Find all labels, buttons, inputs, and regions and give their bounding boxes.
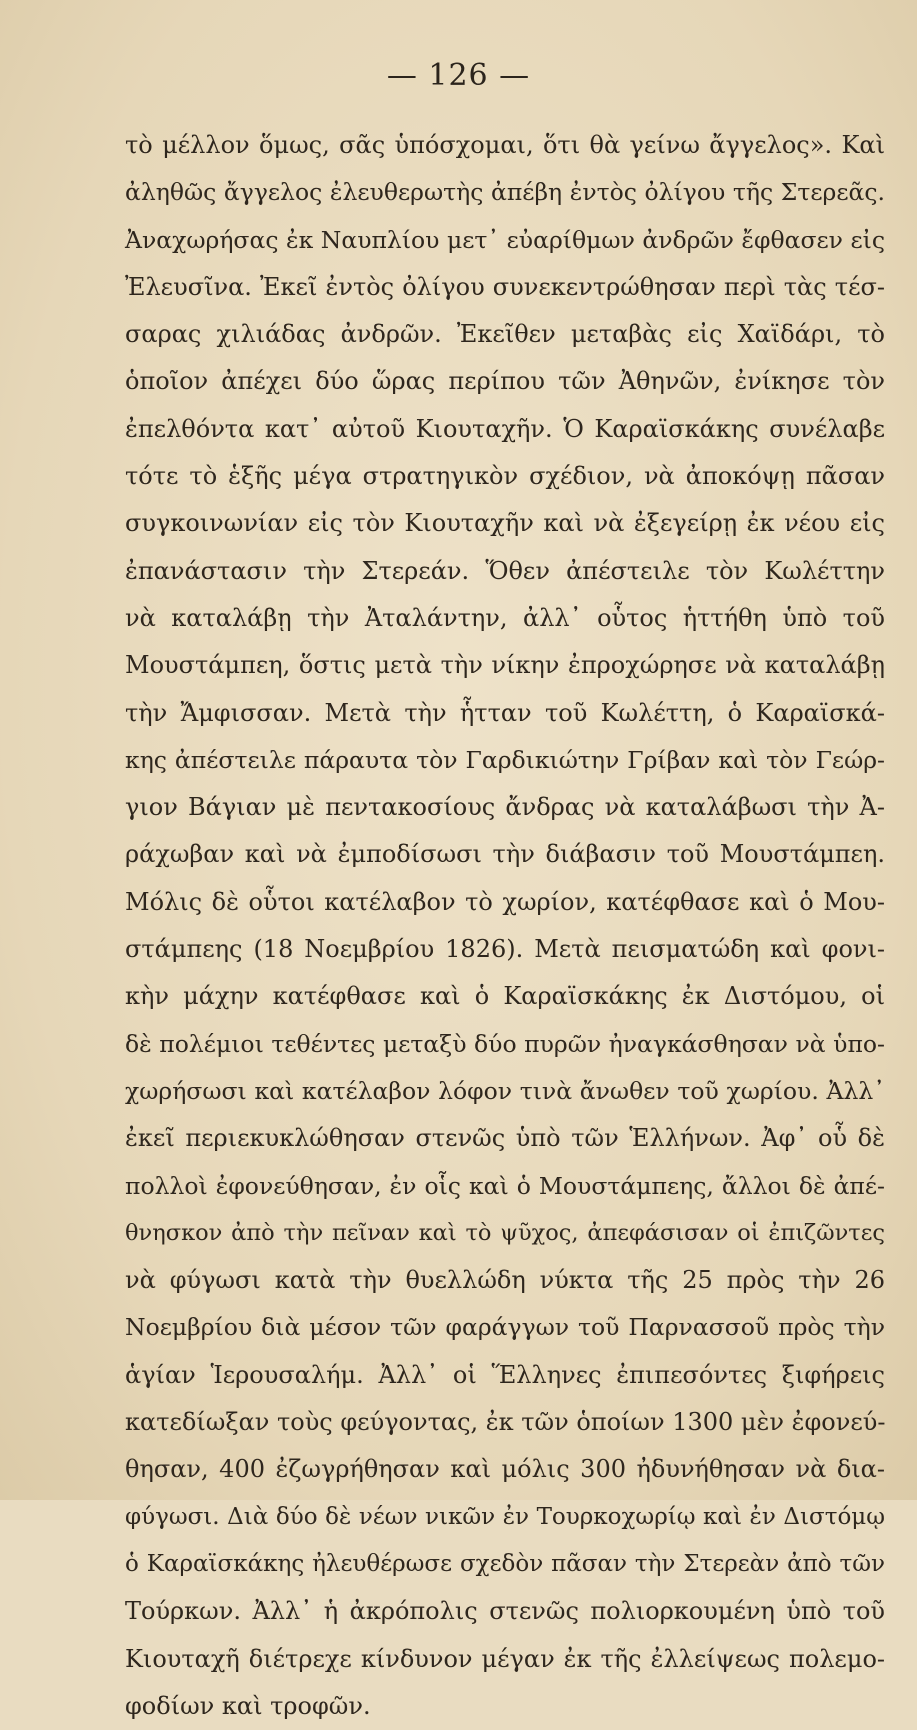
text-line: θησαν, 400 ἐζωγρήθησαν καὶ μόλις 300 ἠδυνήθησαν νὰ δια-: [125, 1455, 885, 1484]
text-line: τότε τὸ ἑξῆς μέγα στρατηγικὸν σχέδιον, νὰ ἀποκόψῃ πᾶσαν: [125, 462, 885, 491]
text-line: Τούρκων. Ἀλλ᾽ ἡ ἀκρόπολις στενῶς πολιορκουμένη ὑπὸ τοῦ: [125, 1597, 885, 1626]
text-line: σαρας χιλιάδας ἀνδρῶν. Ἐκεῖθεν μεταβὰς εἰς Χαϊδάρι, τὸ: [125, 320, 885, 349]
text-line: Ἀναχωρήσας ἐκ Ναυπλίου μετ᾽ εὐαρίθμων ἀνδρῶν ἔφθασεν εἰς: [125, 225, 885, 254]
text-line: νὰ καταλάβῃ τὴν Ἀταλάντην, ἀλλ᾽ οὗτος ἡττήθη ὑπὸ τοῦ: [125, 603, 885, 632]
text-line: θνησκον ἀπὸ τὴν πεῖναν καὶ τὸ ψῦχος, ἀπεφάσισαν οἱ ἐπιζῶντες: [125, 1219, 885, 1246]
text-line: ἐπελθόντα κατ᾽ αὐτοῦ Κιουταχῆν. Ὁ Καραϊσκάκης συνέλαβε: [125, 414, 885, 443]
text-line: γιον Βάγιαν μὲ πεντακοσίους ἄνδρας νὰ καταλάβωσι τὴν Ἀ-: [125, 793, 885, 822]
text-line: νὰ φύγωσι κατὰ τὴν θυελλώδη νύκτα τῆς 25 πρὸς τὴν 26: [125, 1266, 885, 1295]
text-line: ράχωβαν καὶ νὰ ἐμποδίσωσι τὴν διάβασιν τοῦ Μουστάμπεη.: [125, 840, 885, 869]
text-line: ἐπανάστασιν τὴν Στερεάν. Ὅθεν ἀπέστειλε τὸν Κωλέττην: [125, 556, 885, 585]
text-line: Ἐλευσῖνα. Ἐκεῖ ἐντὸς ὀλίγου συνεκεντρώθησαν περὶ τὰς τέσ-: [125, 272, 885, 301]
text-line: Κιουταχῆ διέτρεχε κίνδυνον μέγαν ἐκ τῆς ἐλλείψεως πολεμο-: [125, 1644, 885, 1673]
text-line: κατεδίωξαν τοὺς φεύγοντας, ἐκ τῶν ὁποίων 1300 μὲν ἐφονεύ-: [125, 1408, 886, 1437]
text-line: τὴν Ἄμφισσαν. Μετὰ τὴν ἧτταν τοῦ Κωλέττη, ὁ Καραϊσκά-: [125, 698, 885, 727]
text-line: φοδίων καὶ τροφῶν.: [125, 1691, 371, 1720]
text-line: Νοεμβρίου διὰ μέσον τῶν φαράγγων τοῦ Παρνασσοῦ πρὸς τὴν: [125, 1313, 885, 1342]
text-line: ὁποῖον ἀπέχει δύο ὥρας περίπου τῶν Ἀθηνῶν, ἐνίκησε τὸν: [125, 367, 885, 396]
text-line: κης ἀπέστειλε πάραυτα τὸν Γαρδικιώτην Γρίβαν καὶ τὸν Γεώρ-: [125, 745, 885, 774]
text-line: φύγωσι. Διὰ δύο δὲ νέων νικῶν ἐν Τουρκοχωρίῳ καὶ ἐν Διστόμῳ: [125, 1503, 885, 1530]
text-line: στάμπεης (18 Νοεμβρίου 1826). Μετὰ πεισματώδη καὶ φονι-: [125, 935, 885, 964]
text-line: συγκοινωνίαν εἰς τὸν Κιουταχῆν καὶ νὰ ἐξεγείρῃ ἐκ νέου εἰς: [125, 509, 885, 538]
text-line: δὲ πολέμιοι τεθέντες μεταξὺ δύο πυρῶν ἠναγκάσθησαν νὰ ὑπο-: [125, 1029, 885, 1058]
text-line: Μουστάμπεη, ὅστις μετὰ τὴν νίκην ἐπροχώρησε νὰ καταλάβῃ: [125, 651, 885, 680]
text-line: πολλοὶ ἐφονεύθησαν, ἐν οἷς καὶ ὁ Μουστάμπεης, ἄλλοι δὲ ἀπέ-: [125, 1171, 885, 1200]
text-line: τὸ μέλλον ὅμως, σᾶς ὑπόσχομαι, ὅτι θὰ γείνω ἄγγελος». Καὶ: [125, 131, 885, 159]
text-line: ἀληθῶς ἄγγελος ἐλευθερωτὴς ἀπέβη ἐντὸς ὀλίγου τῆς Στερεᾶς.: [125, 178, 885, 207]
text-line: ἐκεῖ περιεκυκλώθησαν στενῶς ὑπὸ τῶν Ἑλλήνων. Ἀφ᾽ οὗ δὲ: [125, 1124, 885, 1153]
text-line: χωρήσωσι καὶ κατέλαβον λόφον τινὰ ἄνωθεν τοῦ χωρίου. Ἀλλ᾽: [125, 1076, 885, 1105]
text-line: ἁγίαν Ἱερουσαλήμ. Ἀλλ᾽ οἱ Ἕλληνες ἐπιπεσόντες ξιφήρεις: [125, 1360, 885, 1389]
text-line: κὴν μάχην κατέφθασε καὶ ὁ Καραϊσκάκης ἐκ Διστόμου, οἱ: [125, 982, 885, 1011]
text-line: ὁ Καραϊσκάκης ἠλευθέρωσε σχεδὸν πᾶσαν τὴν Στερεὰν ἀπὸ τῶν: [125, 1550, 885, 1577]
body-text: [125, 122, 885, 1730]
text-line: Μόλις δὲ οὗτοι κατέλαβον τὸ χωρίον, κατέφθασε καὶ ὁ Μου-: [125, 887, 885, 916]
page-number: — 126 —: [386, 58, 531, 93]
